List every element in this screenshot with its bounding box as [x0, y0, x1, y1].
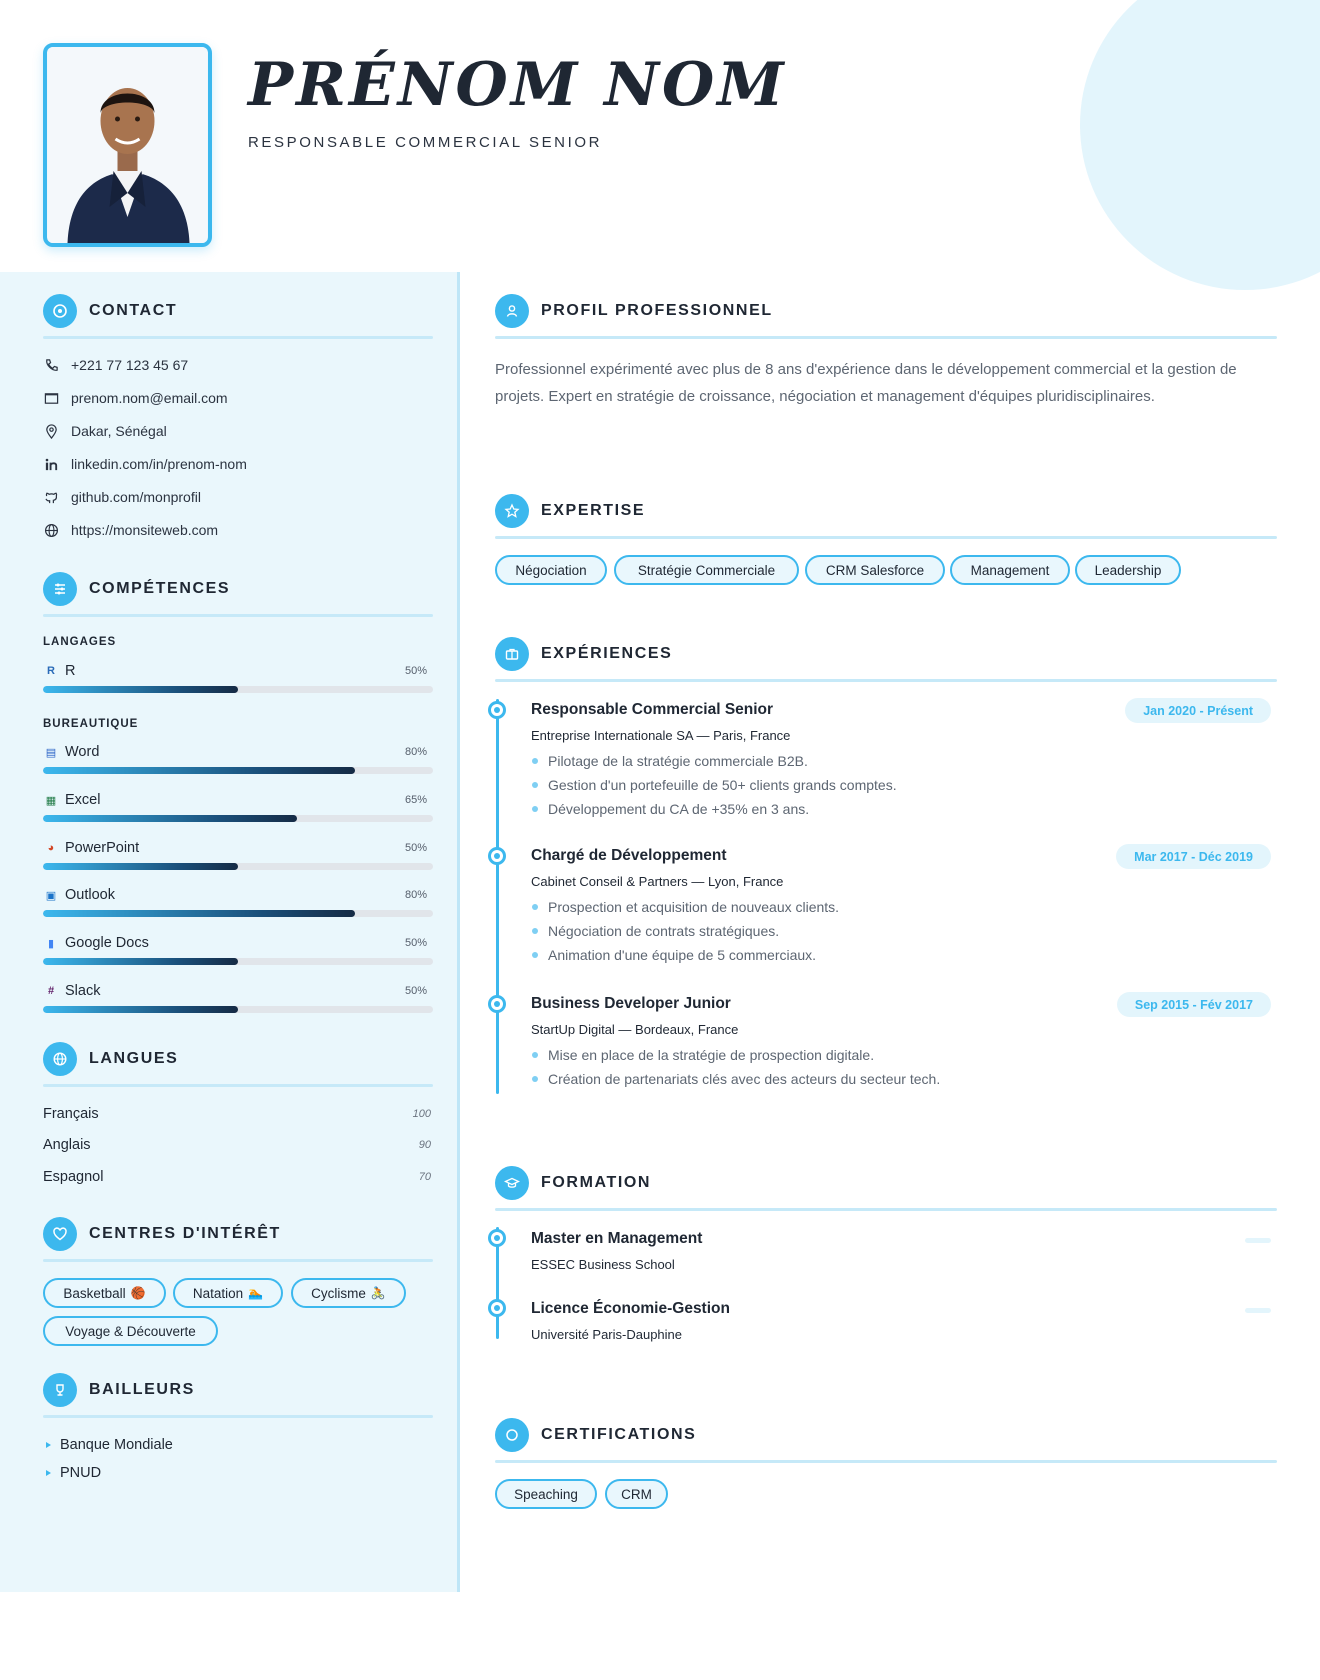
mail-icon: [43, 390, 59, 406]
skill-percent: 50%: [404, 985, 427, 997]
basketball-icon: 🏀: [130, 1286, 146, 1300]
skill-bar: [43, 863, 433, 870]
contact-text: github.com/monprofil: [71, 489, 201, 505]
skill-bar: [43, 910, 433, 917]
job-date-badge: Jan 2020 - Présent: [1125, 698, 1271, 723]
trophy-icon: [43, 1373, 77, 1407]
timeline-dot: [488, 1299, 506, 1317]
skill-bar-fill: [43, 958, 238, 965]
job-bullet: Développement du CA de +35% en 3 ans.: [531, 797, 1271, 821]
expertise-tag: Management: [950, 555, 1070, 585]
contact-text: +221 77 123 45 67: [71, 357, 189, 373]
skills-title: COMPÉTENCES: [89, 580, 231, 597]
skill-bar: [43, 815, 433, 822]
contact-text: prenom.nom@email.com: [71, 390, 228, 406]
job-bullets: [531, 749, 1271, 821]
school-name: ESSEC Business School: [531, 1257, 675, 1272]
skill-bar-fill: [43, 686, 238, 693]
decorative-circle: [1080, 0, 1320, 290]
section-divider: [43, 336, 433, 339]
job-date-badge: Mar 2017 - Déc 2019: [1116, 844, 1271, 869]
job-bullets: [531, 1043, 1271, 1091]
expertise-section-header: [495, 494, 645, 528]
certification-tag: CRM: [605, 1479, 668, 1509]
interest-tag: [173, 1278, 283, 1308]
briefcase-icon: [495, 637, 529, 671]
job-bullets: [531, 895, 1271, 967]
person-portrait-icon: [47, 47, 208, 243]
contact-website[interactable]: [43, 522, 218, 538]
skill-r: [43, 662, 433, 693]
contact-text: Dakar, Sénégal: [71, 423, 167, 439]
skill-percent: 65%: [404, 794, 427, 806]
skill-slack: [43, 982, 433, 1013]
certifications-title: CERTIFICATIONS: [541, 1426, 697, 1443]
degree-title: Master en Management: [531, 1230, 703, 1247]
bullet-arrow-icon: [46, 1470, 51, 1476]
donor-item: [46, 1465, 101, 1481]
contact-location: [43, 423, 167, 439]
job-title: Business Developer Junior: [531, 995, 731, 1012]
google-docs-icon: ▮: [47, 937, 55, 950]
contact-section-header: [43, 294, 177, 328]
slack-icon: #: [47, 985, 55, 997]
certifications-section-header: [495, 1418, 696, 1452]
interest-label: Basketball: [63, 1285, 126, 1301]
contact-text: linkedin.com/in/prenom-nom: [71, 456, 247, 472]
education-date-badge: [1245, 1238, 1271, 1243]
certificate-icon: [495, 1418, 529, 1452]
profile-section-header: [495, 294, 773, 328]
skill-word: [43, 743, 433, 774]
degree-title: Licence Économie-Gestion: [531, 1300, 730, 1317]
education-item: [531, 1300, 1271, 1342]
section-divider: [495, 679, 1277, 682]
languages-section-header: [43, 1042, 178, 1076]
contact-title: CONTACT: [89, 302, 178, 319]
language-row: [43, 1106, 431, 1122]
graduation-cap-icon: [495, 1166, 529, 1200]
profile-summary: Professionnel expérimenté avec plus de 8 ans d'expérience dans le développement commercial et la gestion de projets. Expert en stratégie de croissance, négociation et management d'équipes pluridisciplinaires.: [495, 361, 1237, 405]
skill-name: Slack: [65, 983, 101, 999]
skill-bar-fill: [43, 1006, 238, 1013]
language-name: Anglais: [43, 1137, 91, 1153]
skill-category-label: LANGAGES: [43, 636, 117, 648]
timeline-dot: [488, 1229, 506, 1247]
skill-bar-fill: [43, 767, 355, 774]
experience-title: EXPÉRIENCES: [541, 645, 673, 662]
skill-outlook: [43, 886, 433, 917]
contact-phone: [43, 357, 188, 373]
education-date-badge: [1245, 1308, 1271, 1313]
skill-bar: [43, 1006, 433, 1013]
interest-label: Cyclisme: [311, 1285, 366, 1301]
language-level: 90: [418, 1139, 431, 1151]
job-company: Cabinet Conseil & Partners — Lyon, France: [531, 874, 784, 889]
interests-title: CENTRES D'INTÉRÊT: [89, 1225, 281, 1242]
cycling-icon: 🚴: [370, 1286, 386, 1300]
section-divider: [495, 536, 1277, 539]
candidate-name: PRÉNOM NOM: [248, 50, 787, 120]
skill-bar-fill: [43, 910, 355, 917]
interest-label: Natation: [192, 1285, 244, 1301]
skill-bar-fill: [43, 815, 297, 822]
expertise-tag: Négociation: [495, 555, 607, 585]
job-bullet: Négociation de contrats stratégiques.: [531, 919, 1271, 943]
job-bullet: Création de partenariats clés avec des acteurs du secteur tech.: [531, 1067, 1271, 1091]
skill-name: Google Docs: [65, 935, 149, 951]
timeline-dot: [488, 995, 506, 1013]
job-date-badge: Sep 2015 - Fév 2017: [1117, 992, 1271, 1017]
star-icon: [495, 494, 529, 528]
skill-name: Outlook: [65, 887, 115, 903]
section-divider: [495, 336, 1277, 339]
interest-tag: [43, 1278, 166, 1308]
location-pin-icon: [43, 423, 59, 439]
certification-tag: Speaching: [495, 1479, 597, 1509]
contact-github[interactable]: [43, 489, 201, 505]
education-title: FORMATION: [541, 1174, 652, 1191]
expertise-tag: CRM Salesforce: [805, 555, 945, 585]
r-language-icon: R: [47, 665, 55, 677]
phone-icon: [43, 357, 59, 373]
skill-bar-fill: [43, 863, 238, 870]
experience-item: [531, 701, 1271, 821]
donors-title: BAILLEURS: [89, 1381, 195, 1398]
sliders-icon: [43, 572, 77, 606]
bullet-arrow-icon: [46, 1442, 51, 1448]
experience-item: [531, 995, 1271, 1091]
section-divider: [43, 1084, 433, 1087]
powerpoint-icon: ◕: [47, 842, 55, 854]
language-row: [43, 1137, 431, 1153]
section-divider: [43, 1415, 433, 1418]
education-section-header: [495, 1166, 651, 1200]
skill-percent: 50%: [404, 842, 427, 854]
donor-item: [46, 1437, 173, 1453]
experience-section-header: [495, 637, 672, 671]
job-bullet: Prospection et acquisition de nouveaux clients.: [531, 895, 1271, 919]
user-icon: [495, 294, 529, 328]
job-title: Responsable Commercial Senior: [531, 701, 774, 718]
job-bullet: Gestion d'un portefeuille de 50+ clients grands comptes.: [531, 773, 1271, 797]
skill-percent: 50%: [404, 665, 427, 677]
section-divider: [43, 1259, 433, 1262]
heart-icon: [43, 1217, 77, 1251]
donor-name: PNUD: [60, 1465, 102, 1481]
job-title: Chargé de Développement: [531, 847, 727, 864]
expertise-tag: Stratégie Commerciale: [614, 555, 799, 585]
education-item: [531, 1230, 1271, 1272]
interest-tag: [291, 1278, 406, 1308]
profile-photo: [43, 43, 212, 247]
skill-percent: 80%: [404, 889, 427, 901]
job-bullet: Animation d'une équipe de 5 commerciaux.: [531, 943, 1271, 967]
skill-name: PowerPoint: [65, 840, 140, 856]
linkedin-icon: [43, 456, 59, 472]
donor-name: Banque Mondiale: [60, 1437, 173, 1453]
globe-icon: [43, 1042, 77, 1076]
timeline-line: [496, 699, 499, 1094]
language-name: Français: [43, 1106, 99, 1122]
section-divider: [43, 614, 433, 617]
candidate-job-title: RESPONSABLE COMMERCIAL SENIOR: [248, 134, 603, 151]
section-divider: [495, 1460, 1277, 1463]
job-company: StartUp Digital — Bordeaux, France: [531, 1022, 739, 1037]
skill-percent: 80%: [404, 746, 427, 758]
skill-name: Word: [65, 744, 100, 760]
job-bullet: Mise en place de la stratégie de prospection digitale.: [531, 1043, 1271, 1067]
sidebar: [0, 272, 460, 1592]
skill-percent: 50%: [404, 937, 427, 949]
skill-bar: [43, 686, 433, 693]
language-name: Espagnol: [43, 1169, 104, 1185]
profile-title: PROFIL PROFESSIONNEL: [541, 302, 773, 319]
contact-icon: [43, 294, 77, 328]
skill-name: R: [65, 663, 76, 679]
donors-section-header: [43, 1373, 195, 1407]
skills-section-header: [43, 572, 230, 606]
experience-item: [531, 847, 1271, 967]
skill-bar: [43, 958, 433, 965]
timeline-dot: [488, 701, 506, 719]
language-level: 70: [418, 1171, 431, 1183]
interest-tag: [43, 1316, 218, 1346]
expertise-title: EXPERTISE: [541, 502, 646, 519]
contact-text: https://monsiteweb.com: [71, 522, 219, 538]
skill-excel: [43, 791, 433, 822]
globe-icon: [43, 522, 59, 538]
skill-google-docs: [43, 934, 433, 965]
job-bullet: Pilotage de la stratégie commerciale B2B.: [531, 749, 1271, 773]
contact-linkedin[interactable]: [43, 456, 247, 472]
interest-label: Voyage & Découverte: [65, 1323, 196, 1339]
outlook-icon: ▣: [45, 889, 57, 902]
word-icon: ▤: [45, 746, 57, 759]
skill-name: Excel: [65, 792, 101, 808]
language-level: 100: [412, 1108, 431, 1120]
github-icon: [43, 489, 59, 505]
expertise-tag: Leadership: [1075, 555, 1181, 585]
skill-category-label: BUREAUTIQUE: [43, 718, 139, 730]
interests-section-header: [43, 1217, 281, 1251]
skill-powerpoint: [43, 839, 433, 870]
section-divider: [495, 1208, 1277, 1211]
swimming-icon: 🏊: [248, 1286, 264, 1300]
languages-title: LANGUES: [89, 1050, 179, 1067]
timeline-dot: [488, 847, 506, 865]
job-company: Entreprise Internationale SA — Paris, France: [531, 728, 791, 743]
skill-bar: [43, 767, 433, 774]
school-name: Université Paris-Dauphine: [531, 1327, 683, 1342]
contact-email[interactable]: [43, 390, 228, 406]
language-row: [43, 1169, 431, 1185]
excel-icon: ▦: [45, 794, 57, 807]
